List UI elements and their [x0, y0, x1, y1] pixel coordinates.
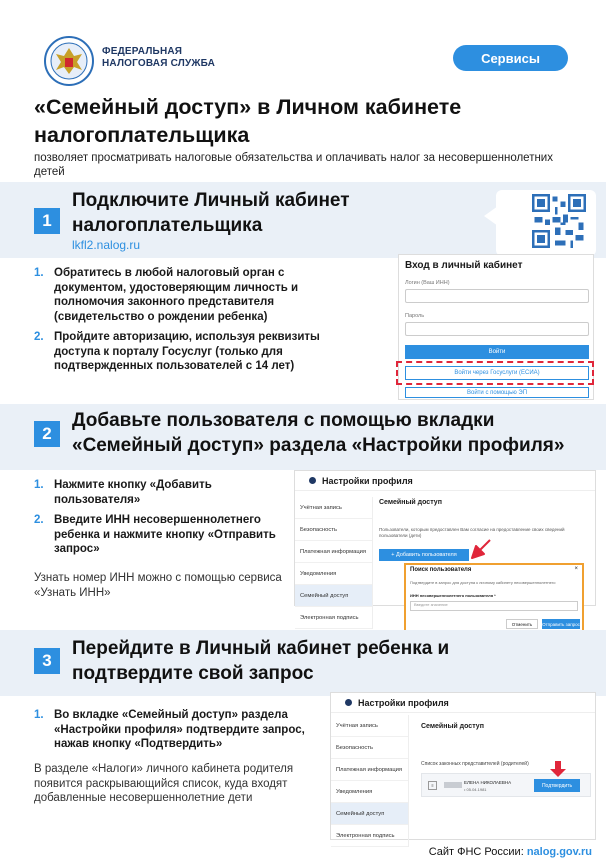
section2-steps: [34, 478, 296, 563]
profile-header-label: Настройки профиля: [322, 475, 413, 486]
profile-header: [295, 471, 595, 491]
profile-sidebar: [331, 715, 409, 847]
lk-link[interactable]: lkfl2.nalog.ru: [72, 238, 141, 252]
search-user-popup: [404, 563, 584, 635]
name-mask: [444, 782, 462, 788]
services-button[interactable]: Сервисы: [453, 45, 568, 71]
sidebar-item-security[interactable]: Безопасность: [295, 519, 372, 541]
fns-emblem-icon: [44, 36, 94, 86]
family-access-heading: Семейный доступ: [421, 723, 484, 730]
ep-login-button[interactable]: Войти с помощью ЭП: [405, 387, 589, 398]
list-item: [34, 478, 296, 507]
org-name: [102, 46, 215, 70]
step-text: Во вкладке «Семейный доступ» раздела «Настройки профиля» подтвердите запрос, нажав кнопку «Подтвердить»: [54, 709, 305, 750]
step-text: Нажмите кнопку «Добавить пользователя»: [54, 479, 212, 506]
step-number: 2.: [34, 514, 44, 526]
footer-link[interactable]: nalog.gov.ru: [526, 846, 592, 858]
section3-title: [72, 636, 572, 686]
login-button[interactable]: Войти: [405, 345, 589, 359]
list-item: [34, 266, 354, 324]
section2-title: [72, 408, 602, 458]
popup-title: Поиск пользователя: [410, 567, 472, 573]
step-text: Введите ИНН несовершеннолетнего ребенка и нажмите кнопку «Отправить запрос»: [54, 514, 276, 555]
section3-number: 3: [34, 648, 60, 674]
back-icon[interactable]: [309, 477, 316, 484]
step-number: 1.: [34, 267, 44, 279]
parents-list-label: Список законных представителей (родителей): [421, 761, 529, 767]
down-arrow-icon: [549, 760, 567, 778]
step-number: 2.: [34, 331, 44, 343]
org-name-line2: НАЛОГОВАЯ СЛУЖБА: [102, 58, 216, 69]
section3-title-line2: подтвердите свой запрос: [72, 663, 314, 684]
sidebar-item-notifications[interactable]: Уведомления: [331, 781, 408, 803]
section1-title: [72, 188, 482, 238]
pointer-arrow-icon: [470, 538, 494, 562]
login-field-label: Логин (Ваш ИНН): [405, 280, 450, 286]
section3-title-line1: Перейдите в Личный кабинет ребенка и: [72, 638, 450, 659]
add-user-button[interactable]: + Добавить пользователя: [379, 549, 469, 561]
page-title-line2: налогоплательщика: [34, 123, 250, 147]
profile-sidebar: [295, 497, 373, 629]
highlight-frame: [396, 361, 594, 385]
sidebar-item-notifications[interactable]: Уведомления: [295, 563, 372, 585]
back-icon[interactable]: [345, 699, 352, 706]
sidebar-item-family-access[interactable]: Семейный доступ: [295, 585, 372, 607]
taxes-note: В разделе «Налоги» личного кабинета родителя появится раскрывающийся список, куда входят добавленные несовершеннолетние дети: [34, 763, 294, 804]
step-number: 1.: [34, 479, 44, 491]
step-text: Пройдите авторизацию, используя реквизиты доступа к порталу Госуслуг (только для подтвержденных пользователей с 14 лет): [54, 331, 320, 372]
send-request-button[interactable]: Отправить запрос: [542, 619, 580, 629]
password-input[interactable]: [405, 322, 589, 336]
section1-number: 1: [34, 208, 60, 234]
sidebar-item-e-signature[interactable]: Электронная подпись: [331, 825, 408, 847]
parent-birthdate: • 05.04.1981: [464, 787, 487, 792]
sidebar-item-e-signature[interactable]: Электронная подпись: [295, 607, 372, 629]
close-icon[interactable]: ×: [574, 566, 578, 572]
step-number: 1.: [34, 709, 44, 721]
page-title-line1: «Семейный доступ» в Личном кабинете: [34, 95, 462, 119]
sidebar-item-payment[interactable]: Платежная информация: [295, 541, 372, 563]
profile-header: [331, 693, 595, 713]
qr-code-icon[interactable]: [532, 194, 586, 248]
cancel-button[interactable]: Отменить: [506, 619, 538, 629]
login-title: Вход в личный кабинет: [405, 260, 523, 271]
page-subtitle: позволяет просматривать налоговые обязательства и оплачивать налог за несовершеннолетних детей: [34, 152, 553, 178]
footer: [429, 846, 592, 858]
sidebar-item-account[interactable]: Учётная запись: [295, 497, 372, 519]
password-field-label: Пароль: [405, 313, 425, 319]
confirm-button[interactable]: Подтвердить: [534, 779, 580, 792]
profile-header-label: Настройки профиля: [358, 697, 449, 708]
page-title: [34, 93, 574, 149]
popup-text: Подтвердите в запрос для доступа к личному кабинету несовершеннолетнего: [410, 580, 556, 585]
popup-inn-label: ИНН несовершеннолетнего пользователя *: [410, 593, 496, 598]
family-access-heading: Семейный доступ: [379, 499, 442, 506]
section1-title-line1: Подключите Личный кабинет: [72, 190, 350, 211]
section1-steps: [34, 266, 354, 380]
sidebar-item-payment[interactable]: Платежная информация: [331, 759, 408, 781]
list-item: [34, 330, 354, 374]
gosuslugi-login-button[interactable]: Войти через Госуслуги (ЕСИА): [405, 366, 589, 380]
list-item: [34, 513, 296, 557]
list-item: [34, 708, 330, 752]
org-name-line1: ФЕДЕРАЛЬНАЯ: [102, 46, 183, 57]
login-input[interactable]: [405, 289, 589, 303]
section2-number: 2: [34, 421, 60, 447]
document-icon: ≡: [428, 781, 437, 790]
parent-name: ЕЛЕНА НИКОЛАЕВНА: [464, 780, 512, 785]
footer-label: Сайт ФНС России:: [428, 846, 524, 858]
inn-input[interactable]: Введите значение: [410, 601, 578, 611]
section3-steps: [34, 708, 330, 758]
sidebar-item-family-access[interactable]: Семейный доступ: [331, 803, 408, 825]
sidebar-item-security[interactable]: Безопасность: [331, 737, 408, 759]
section1-title-line2: налогоплательщика: [72, 215, 263, 236]
inn-note: Узнать номер ИНН можно с помощью сервиса «Узнать ИНН»: [34, 572, 282, 599]
step-text: Обратитесь в любой налоговый орган с документом, удостоверяющим личность и полномочия законного представителя (свидетельство о рождении ребенка): [54, 267, 299, 323]
section2-title-line1: Добавьте пользователя с помощью вкладки: [72, 410, 495, 431]
family-access-description: Пользователи, которым предоставлен Вам согласие на предоставление своих сведений пользователи (дети): [379, 527, 565, 538]
sidebar-item-account[interactable]: Учётная запись: [331, 715, 408, 737]
section2-title-line2: «Семейный доступ» раздела «Настройки профиля»: [72, 435, 565, 456]
